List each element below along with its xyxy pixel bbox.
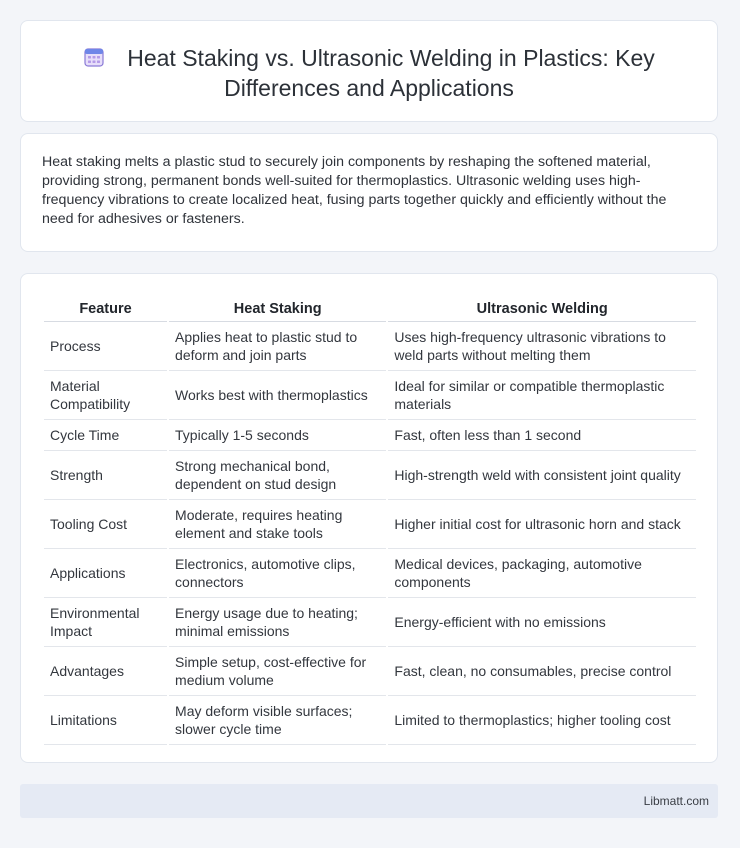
ultrasonic-cell: Energy-efficient with no emissions <box>388 598 696 647</box>
feature-cell: Strength <box>44 451 167 500</box>
feature-cell: Applications <box>44 549 167 598</box>
header-ultrasonic-welding: Ultrasonic Welding <box>388 294 696 322</box>
table-row <box>44 322 696 371</box>
calendar-icon <box>83 46 105 68</box>
table-row <box>44 549 696 598</box>
heat-staking-cell: Works best with thermoplastics <box>169 371 386 420</box>
heat-staking-cell: Applies heat to plastic stud to deform and join parts <box>169 322 386 371</box>
page-title-wrap <box>21 43 717 103</box>
header-feature: Feature <box>44 294 167 322</box>
ultrasonic-cell: Fast, clean, no consumables, precise control <box>388 647 696 696</box>
footer-bar <box>20 784 718 818</box>
feature-cell: Advantages <box>44 647 167 696</box>
ultrasonic-cell: Ideal for similar or compatible thermoplastic materials <box>388 371 696 420</box>
comparison-card <box>20 273 718 763</box>
heat-staking-cell: Typically 1-5 seconds <box>169 420 386 451</box>
header-card <box>20 20 718 122</box>
heat-staking-cell: Strong mechanical bond, dependent on stud design <box>169 451 386 500</box>
feature-cell: Tooling Cost <box>44 500 167 549</box>
ultrasonic-cell: High-strength weld with consistent joint quality <box>388 451 696 500</box>
ultrasonic-cell: Fast, often less than 1 second <box>388 420 696 451</box>
feature-cell: Material Compatibility <box>44 371 167 420</box>
page-title: Heat Staking vs. Ultrasonic Welding in Plastics: Key Differences and Applications <box>127 45 655 101</box>
heat-staking-cell: Moderate, requires heating element and stake tools <box>169 500 386 549</box>
heat-staking-cell: Electronics, automotive clips, connectors <box>169 549 386 598</box>
table-row <box>44 371 696 420</box>
footer-brand-link[interactable]: Libmatt.com <box>643 794 709 808</box>
heat-staking-cell: May deform visible surfaces; slower cycle time <box>169 696 386 745</box>
heat-staking-cell: Simple setup, cost-effective for medium volume <box>169 647 386 696</box>
feature-cell: Process <box>44 322 167 371</box>
table-row <box>44 451 696 500</box>
ultrasonic-cell: Uses high-frequency ultrasonic vibrations to weld parts without melting them <box>388 322 696 371</box>
header-heat-staking: Heat Staking <box>169 294 386 322</box>
table-row <box>44 420 696 451</box>
intro-card <box>20 133 718 252</box>
table-row <box>44 647 696 696</box>
feature-cell: Environmental Impact <box>44 598 167 647</box>
ultrasonic-cell: Medical devices, packaging, automotive components <box>388 549 696 598</box>
intro-text: Heat staking melts a plastic stud to securely join components by reshaping the softened material, providing strong, permanent bonds well-suited for thermoplastics. Ultrasonic welding uses high-frequency vibrations to create localized heat, fusing parts together quickly and efficiently without the need for adhesives or fasteners. <box>42 154 667 227</box>
table-row <box>44 598 696 647</box>
ultrasonic-cell: Higher initial cost for ultrasonic horn and stack <box>388 500 696 549</box>
feature-cell: Limitations <box>44 696 167 745</box>
comparison-table <box>42 294 698 745</box>
table-row <box>44 696 696 745</box>
table-row <box>44 500 696 549</box>
heat-staking-cell: Energy usage due to heating; minimal emissions <box>169 598 386 647</box>
feature-cell: Cycle Time <box>44 420 167 451</box>
ultrasonic-cell: Limited to thermoplastics; higher tooling cost <box>388 696 696 745</box>
